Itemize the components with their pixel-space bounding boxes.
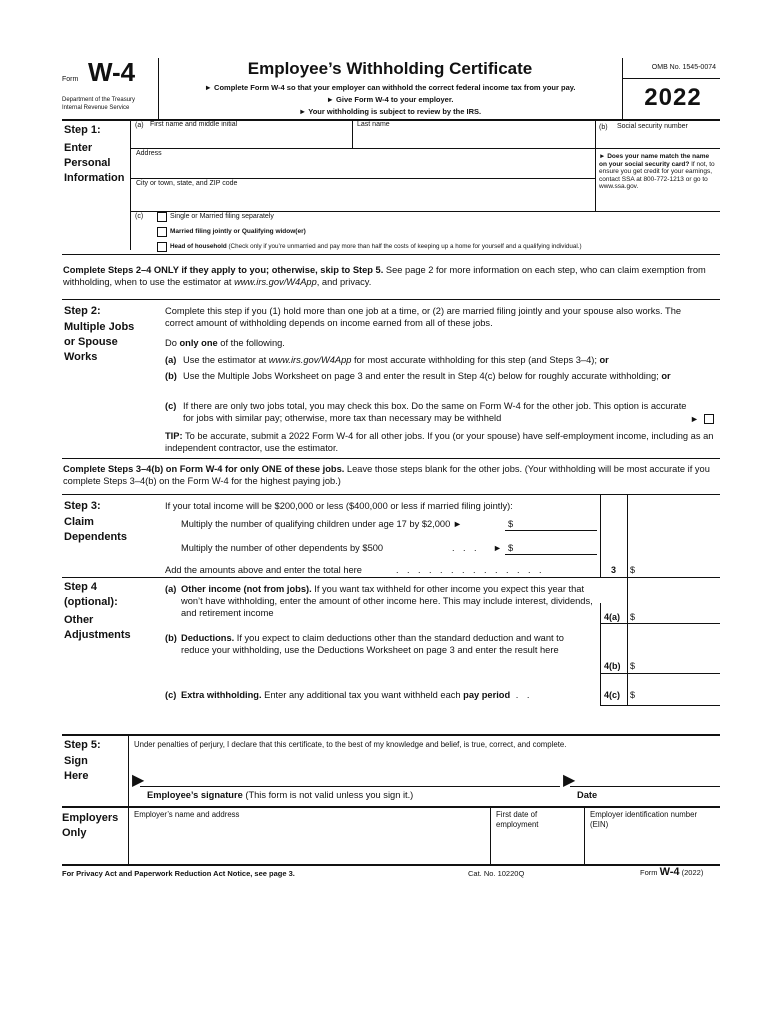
step4-c-marker: (c)	[165, 690, 177, 700]
step2-b-text: Use the Multiple Jobs Worksheet on page 3 and enter the result in Step 4(c) below for roughly accurate withholding;	[183, 371, 662, 381]
signature-caption-text: (This form is not valid unless you sign it.)	[242, 790, 414, 800]
employers-bottom-rule	[62, 864, 720, 866]
line-4c-amount-field[interactable]	[640, 686, 718, 702]
filing-hoh-label	[170, 243, 720, 251]
step2-bottom-rule	[62, 458, 720, 459]
filing-hoh-text: (Check only if you’re unmarried and pay more than half the costs of keeping up a home for yourself and a qualifying individual.)	[228, 243, 582, 250]
steps-2-4-note-tail: , and privacy.	[316, 277, 372, 287]
step1-bottom-rule	[62, 254, 720, 255]
step4-title-2: Other	[64, 614, 94, 626]
line-3-amount-field[interactable]	[640, 560, 718, 576]
footer-form-year: (2022)	[679, 868, 704, 877]
ssn-divider	[595, 120, 596, 212]
ssn-label: Social security number	[617, 123, 688, 130]
line-4b-dollar: $	[630, 661, 636, 671]
step4-c-text: Enter any additional tax you want withheld each	[261, 690, 464, 700]
last-name-label: Last name	[357, 121, 390, 128]
employers-label: Employers	[62, 812, 119, 824]
step4-label: Step 4	[64, 581, 98, 593]
header-instruction-2: ► Give Form W-4 to your employer.	[326, 95, 454, 104]
ein-label: Employer identification number (EIN)	[590, 810, 698, 829]
filing-hoh-bold: Head of household	[170, 243, 227, 250]
steps-2-4-note-text: See page 2 for more information on each step, who can claim exemption from withholding, when to use the estimator at	[63, 265, 706, 287]
step2-do-bold: only one	[179, 338, 218, 348]
signature-rule	[140, 786, 560, 787]
steps-2-4-note	[63, 264, 718, 288]
city-label: City or town, state, and ZIP code	[136, 180, 238, 187]
step3-intro: If your total income will be $200,000 or less ($400,000 or less if married filing jointly):	[165, 501, 513, 511]
ein-field[interactable]	[590, 810, 710, 860]
steps-2-4-note-bold: Complete Steps 2–4 ONLY if they apply to you; otherwise, skip to Step 5.	[63, 265, 384, 275]
step1-a-marker: (a)	[135, 122, 144, 129]
step3-line2-arrow: ►	[493, 543, 502, 553]
step2-a-or: or	[599, 355, 609, 365]
steps-3-4b-note	[63, 463, 718, 487]
step4-other-income	[181, 583, 593, 619]
ssn-match-text: If not, to ensure you get credit for your earnings, contact SSA at 800-772-1213 or go to www.ssa.gov.	[599, 160, 715, 190]
irs-text: Internal Revenue Service	[62, 105, 130, 111]
form-name: W-4	[88, 57, 136, 87]
step4-a-text: If you want tax withheld for other income you expect this year that won’t have withholding, enter the amount of other income here. This may include interest, dividends, and retirement income	[181, 584, 593, 618]
children-amount-field[interactable]	[505, 530, 597, 531]
step3-total-dots: . . . . . . . . . . . . . .	[396, 565, 545, 575]
department-text: Department of the Treasury	[62, 97, 136, 103]
step5-top-rule	[62, 734, 720, 736]
step2-option-a	[183, 354, 718, 366]
step2-b-marker: (b)	[165, 371, 177, 381]
line-4a-dollar: $	[630, 612, 636, 622]
form-title: Employee’s Withholding Certificate	[247, 59, 533, 78]
step2-title-3: Works	[64, 351, 98, 363]
name-row-rule	[130, 148, 720, 149]
steps-3-4b-note-text: Leave those steps blank for the other jobs. (Your withholding will be most accurate if you complete Steps 3–4(b) on the Form W-4 for the highest paying job.)	[63, 464, 710, 486]
line-3-number: 3	[611, 565, 617, 575]
signature-caption	[147, 789, 413, 801]
ssn-match-question: ► Does your name match the name on your social security card?	[599, 153, 710, 168]
step1-b-marker: (b)	[599, 124, 608, 131]
date-rule	[570, 786, 720, 787]
footer-form-pre: Form	[640, 868, 660, 877]
address-label: Address	[136, 150, 162, 157]
step5-label: Step 5:	[64, 739, 101, 751]
step5-title-1: Sign	[64, 755, 88, 767]
step3-other-dependents-line: Multiply the number of other dependents by $500	[181, 543, 384, 553]
step1-title-3: Information	[64, 172, 125, 184]
step3-line2-dots: . . .	[452, 543, 480, 553]
line-4b-number: 4(b)	[604, 661, 621, 671]
line-3-dollar: $	[630, 565, 636, 575]
step3-label: Step 3:	[64, 500, 101, 512]
employer-name-label: Employer’s name and address	[134, 810, 240, 819]
first-date-label: First date of employment	[496, 810, 539, 829]
step3-top-rule	[62, 494, 720, 495]
header-divider-left	[158, 58, 159, 120]
step5-bottom-rule	[62, 806, 720, 808]
step4-c-bold2: pay period	[463, 690, 511, 700]
employer-divider-2	[584, 806, 585, 864]
date-label: Date	[577, 790, 598, 800]
step4-extra-withholding: Extra withholding. Enter any additional tax you want withheld each pay period . .	[181, 690, 533, 700]
line-4a-amount-field[interactable]	[640, 607, 718, 623]
line-4b-amount-field[interactable]	[640, 656, 718, 672]
line-4b-rule	[600, 673, 720, 674]
checkbox-head-of-household[interactable]	[157, 242, 167, 252]
name-divider	[352, 120, 353, 148]
checkbox-single[interactable]	[157, 212, 167, 222]
step2-title-2: or Spouse	[64, 336, 118, 348]
step2-c-arrow: ►	[690, 414, 699, 424]
amount-col-mid-rule	[627, 494, 628, 706]
step2-a-pre: Use the estimator at	[183, 355, 269, 365]
header-instruction-3: ► Your withholding is subject to review by the IRS.	[298, 107, 482, 116]
step3-title-2: Dependents	[64, 531, 127, 543]
privacy-notice: For Privacy Act and Paperwork Reduction Act Notice, see page 3.	[62, 869, 295, 878]
step3-title-1: Claim	[64, 516, 94, 528]
footer-form-name: W-4	[659, 866, 680, 878]
step1-label: Step 1:	[64, 124, 101, 136]
step2-do-post: of the following.	[217, 338, 285, 348]
step4-title-3: Adjustments	[64, 629, 131, 641]
step2-option-c	[183, 400, 695, 424]
step2-b-or: or	[661, 371, 671, 381]
step2-c-text: If there are only two jobs total, you may check this box. Do the same on Form W-4 for the other job. This option is accurate for jobs with similar pay; otherwise, more tax than necessary may be withheld	[183, 401, 687, 423]
step2-option-b	[183, 370, 703, 382]
city-row-rule	[130, 211, 720, 212]
step4-b-text: If you expect to claim deductions other than the standard deduction and want to reduce your withholding, use the Deductions Worksheet on page 3 and enter the result here	[181, 633, 564, 655]
step5-left-rule	[128, 734, 129, 864]
step2-title-1: Multiple Jobs	[64, 321, 135, 333]
address-field[interactable]	[136, 150, 591, 176]
date-arrow-icon: ▶	[563, 772, 576, 789]
date-field[interactable]	[578, 768, 718, 786]
city-field[interactable]	[136, 180, 591, 210]
step4-deductions	[181, 632, 593, 656]
step1-left-rule	[130, 120, 131, 250]
step4-b-bold: Deductions.	[181, 633, 235, 643]
header-divider-right	[622, 58, 623, 120]
step4-c-bold: Extra withholding.	[181, 690, 262, 700]
employers-label-2: Only	[62, 827, 87, 839]
step4-b-marker: (b)	[165, 633, 177, 643]
address-row-rule	[130, 178, 595, 179]
line-4a-number: 4(a)	[604, 612, 621, 622]
header-instruction-1: ► Complete Form W-4 so that your employer can withhold the correct federal income tax from your pay.	[204, 83, 576, 92]
step2-tip-text: To be accurate, submit a 2022 Form W-4 for all other jobs. If you (or your spouse) have self-employment income, including as an independent contractor, use the estimator.	[165, 431, 714, 453]
step3-total-line: Add the amounts above and enter the total here	[165, 565, 362, 575]
step3-children-dollar: $	[508, 519, 514, 529]
line-4c-rule	[600, 705, 720, 706]
step2-a-marker: (a)	[165, 355, 177, 365]
first-name-field[interactable]	[150, 121, 348, 147]
step4-amount-col-left-rule	[600, 603, 601, 706]
omb-rule	[622, 78, 720, 79]
line-4a-rule	[600, 623, 720, 624]
step2-label: Step 2:	[64, 305, 101, 317]
step2-tip	[165, 430, 715, 454]
omb-number: OMB No. 1545-0074	[651, 64, 716, 71]
ssn-field[interactable]	[617, 123, 717, 147]
first-name-label: First name and middle initial	[150, 121, 238, 128]
step2-top-rule	[62, 299, 720, 300]
step5-title-2: Here	[64, 770, 89, 782]
signature-arrow-icon: ▶	[132, 772, 145, 789]
step2-a-post: for most accurate withholding for this step (and Steps 3–4);	[351, 355, 600, 365]
employer-name-address-field[interactable]	[134, 810, 484, 860]
employee-signature-field[interactable]	[148, 768, 558, 786]
step3-bottom-rule	[62, 577, 720, 578]
line-4c-dollar: $	[630, 690, 636, 700]
form-label: Form	[62, 76, 79, 83]
first-date-employment-field[interactable]	[496, 810, 578, 860]
employer-divider-1	[490, 806, 491, 864]
step1-title-2: Personal	[64, 157, 111, 169]
footer-form-id	[640, 867, 703, 878]
tax-year: 2022	[644, 84, 702, 111]
step3-children-line: Multiply the number of qualifying children under age 17 by $2,000 ►	[181, 519, 463, 529]
checkbox-married-jointly[interactable]	[157, 227, 167, 237]
step3-other-dollar: $	[508, 543, 514, 553]
amount-col-left-rule	[600, 494, 601, 578]
step2-c-marker: (c)	[165, 401, 177, 411]
perjury-statement: Under penalties of perjury, I declare that this certificate, to the best of my knowledge and belief, is true, correct, and complete.	[134, 740, 567, 749]
step2-do-one	[165, 337, 285, 349]
catalog-number: Cat. No. 10220Q	[468, 869, 525, 878]
other-dependents-amount-field[interactable]	[505, 554, 597, 555]
step2-intro: Complete this step if you (1) hold more than one job at a time, or (2) are married filing jointly and your spouse also works. The correct amount of withholding depends on income earned from all of these jobs.	[165, 306, 682, 328]
step4-a-bold: Other income (not from jobs).	[181, 584, 312, 594]
checkbox-two-jobs[interactable]	[704, 414, 714, 424]
line-4c-number: 4(c)	[604, 690, 621, 700]
step2-tip-bold: TIP:	[165, 431, 183, 441]
step4-title-1: (optional):	[64, 596, 118, 608]
signature-caption-bold: Employee’s signature	[147, 790, 243, 800]
step1-c-marker: (c)	[135, 213, 144, 220]
step2-do-pre: Do	[165, 338, 180, 348]
estimator-link[interactable]: www.irs.gov/W4App	[234, 277, 317, 287]
filing-joint-label: Married filing jointly or Qualifying widow(er)	[170, 228, 306, 235]
step4-a-marker: (a)	[165, 584, 177, 594]
ssn-match-note	[599, 153, 717, 191]
step2-estimator-link[interactable]: www.irs.gov/W4App	[268, 355, 352, 365]
last-name-field[interactable]	[357, 121, 593, 147]
filing-single-label: Single or Married filing separately	[170, 213, 274, 220]
steps-3-4b-note-bold: Complete Steps 3–4(b) on Form W-4 for only ONE of these jobs.	[63, 464, 345, 474]
step1-title-1: Enter	[64, 142, 93, 154]
